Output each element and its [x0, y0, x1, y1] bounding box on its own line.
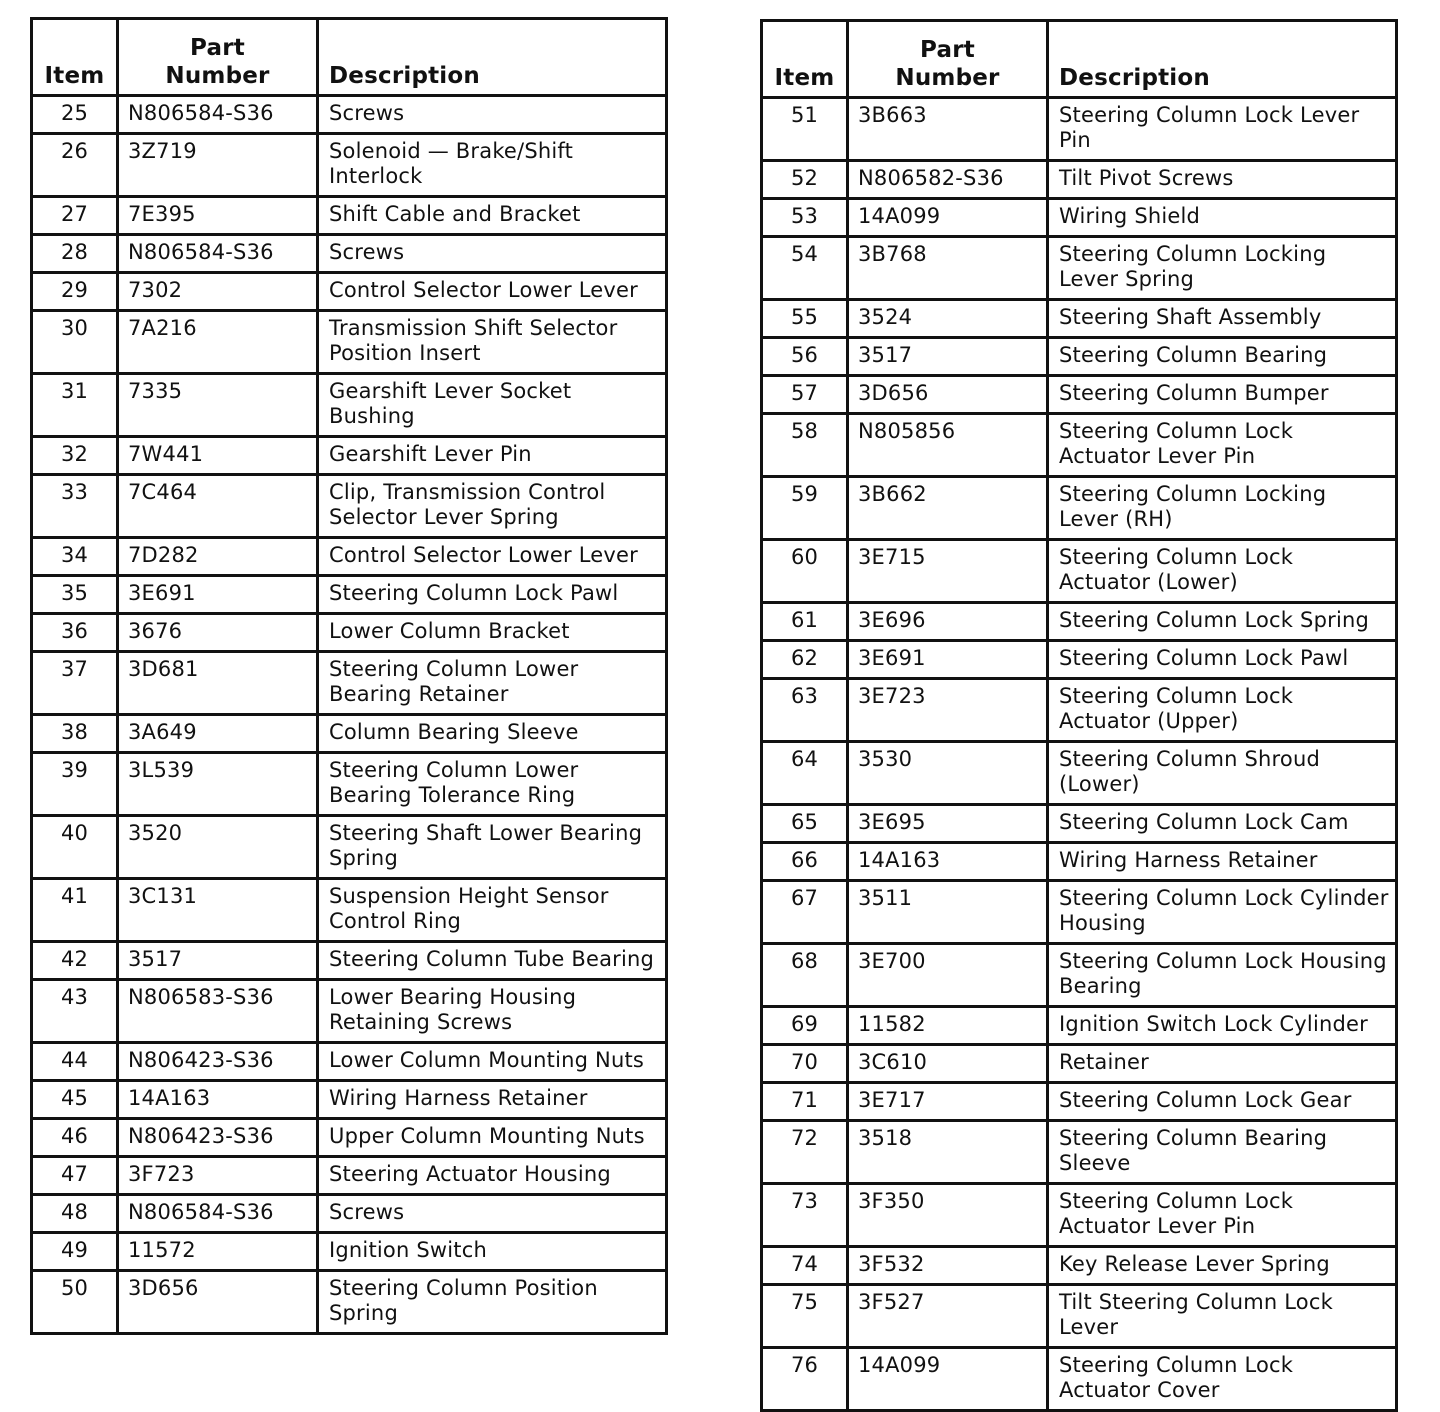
table-row	[32, 879, 667, 942]
table-row	[32, 475, 667, 538]
description-cell: Steering Column Lock Actuator Lever Pin	[1048, 414, 1397, 477]
table-row	[762, 805, 1397, 843]
table-row	[32, 437, 667, 475]
item-number-cell: 33	[32, 475, 118, 538]
description-cell: Retainer	[1048, 1045, 1397, 1083]
table-row	[32, 197, 667, 235]
item-number-cell: 51	[762, 98, 848, 161]
table-row	[762, 843, 1397, 881]
table-row	[32, 1271, 667, 1334]
part-number-cell: 3A649	[118, 715, 318, 753]
part-number-cell: 7D282	[118, 538, 318, 576]
description-cell: Steering Column Lower Bearing Tolerance Ring	[318, 753, 667, 816]
description-cell: Steering Shaft Assembly	[1048, 300, 1397, 338]
header-description: Description	[1048, 21, 1397, 98]
item-number-cell: 67	[762, 881, 848, 944]
part-number-cell: 7W441	[118, 437, 318, 475]
part-number-cell: 3B768	[848, 237, 1048, 300]
table-row	[32, 235, 667, 273]
part-number-cell: 3F723	[118, 1157, 318, 1195]
description-cell: Steering Column Lock Spring	[1048, 603, 1397, 641]
table-row	[32, 1081, 667, 1119]
item-number-cell: 47	[32, 1157, 118, 1195]
table-row	[762, 1285, 1397, 1348]
table-row	[762, 1121, 1397, 1184]
description-cell: Steering Column Lock Actuator (Lower)	[1048, 540, 1397, 603]
description-cell: Steering Column Lock Pawl	[1048, 641, 1397, 679]
table-row	[32, 273, 667, 311]
table-row	[32, 311, 667, 374]
header-item: Item	[32, 19, 118, 96]
item-number-cell: 62	[762, 641, 848, 679]
description-cell: Ignition Switch	[318, 1233, 667, 1271]
description-cell: Control Selector Lower Lever	[318, 538, 667, 576]
table-body-left	[32, 96, 667, 1334]
table-row	[32, 1195, 667, 1233]
description-cell: Lower Column Bracket	[318, 614, 667, 652]
table-row	[32, 1119, 667, 1157]
table-row	[762, 641, 1397, 679]
part-number-cell: 3511	[848, 881, 1048, 944]
description-cell: Lower Column Mounting Nuts	[318, 1043, 667, 1081]
description-cell: Suspension Height Sensor Control Ring	[318, 879, 667, 942]
part-number-cell: 3E715	[848, 540, 1048, 603]
description-cell: Tilt Steering Column Lock Lever	[1048, 1285, 1397, 1348]
part-number-cell: 3524	[848, 300, 1048, 338]
table-row	[32, 614, 667, 652]
table-row	[32, 980, 667, 1043]
item-number-cell: 52	[762, 161, 848, 199]
table-row	[762, 338, 1397, 376]
part-number-cell: 7E395	[118, 197, 318, 235]
table-row	[762, 742, 1397, 805]
table-row	[32, 96, 667, 134]
part-number-cell: 7C464	[118, 475, 318, 538]
part-number-cell: 3E691	[848, 641, 1048, 679]
item-number-cell: 71	[762, 1083, 848, 1121]
table-row	[762, 1045, 1397, 1083]
table-row	[762, 477, 1397, 540]
item-number-cell: 39	[32, 753, 118, 816]
part-number-cell: 3E695	[848, 805, 1048, 843]
part-number-cell: 11582	[848, 1007, 1048, 1045]
header-row	[762, 21, 1397, 98]
item-number-cell: 43	[32, 980, 118, 1043]
item-number-cell: 26	[32, 134, 118, 197]
parts-table-left	[30, 17, 668, 1335]
description-cell: Ignition Switch Lock Cylinder	[1048, 1007, 1397, 1045]
item-number-cell: 74	[762, 1247, 848, 1285]
item-number-cell: 64	[762, 742, 848, 805]
description-cell: Steering Column Tube Bearing	[318, 942, 667, 980]
description-cell: Steering Column Locking Lever Spring	[1048, 237, 1397, 300]
part-number-cell: N806582-S36	[848, 161, 1048, 199]
table-row	[32, 1043, 667, 1081]
item-number-cell: 37	[32, 652, 118, 715]
part-number-cell: 14A099	[848, 1348, 1048, 1411]
table-row	[32, 538, 667, 576]
table-row	[762, 376, 1397, 414]
part-number-cell: 3B662	[848, 477, 1048, 540]
part-number-cell: 7302	[118, 273, 318, 311]
part-number-cell: 14A163	[118, 1081, 318, 1119]
item-number-cell: 27	[32, 197, 118, 235]
item-number-cell: 58	[762, 414, 848, 477]
item-number-cell: 70	[762, 1045, 848, 1083]
table-row	[762, 1247, 1397, 1285]
description-cell: Steering Column Lock Cam	[1048, 805, 1397, 843]
item-number-cell: 73	[762, 1184, 848, 1247]
part-number-cell: N806584-S36	[118, 235, 318, 273]
part-number-cell: 3B663	[848, 98, 1048, 161]
table-body-right	[762, 98, 1397, 1411]
part-number-cell: 3520	[118, 816, 318, 879]
table-row	[762, 300, 1397, 338]
part-number-cell: N806423-S36	[118, 1119, 318, 1157]
description-cell: Wiring Shield	[1048, 199, 1397, 237]
table-row	[32, 374, 667, 437]
part-number-cell: 11572	[118, 1233, 318, 1271]
description-cell: Lower Bearing Housing Retaining Screws	[318, 980, 667, 1043]
table-row	[762, 1348, 1397, 1411]
part-number-cell: 14A099	[848, 199, 1048, 237]
part-number-cell: 3C131	[118, 879, 318, 942]
description-cell: Upper Column Mounting Nuts	[318, 1119, 667, 1157]
header-part-number: Part Number	[848, 21, 1048, 98]
part-number-cell: 3D656	[118, 1271, 318, 1334]
table-row	[762, 414, 1397, 477]
part-number-cell: 3F350	[848, 1184, 1048, 1247]
item-number-cell: 29	[32, 273, 118, 311]
header-description: Description	[318, 19, 667, 96]
description-cell: Steering Shaft Lower Bearing Spring	[318, 816, 667, 879]
item-number-cell: 61	[762, 603, 848, 641]
part-number-cell: 3E696	[848, 603, 1048, 641]
item-number-cell: 30	[32, 311, 118, 374]
item-number-cell: 65	[762, 805, 848, 843]
parts-table-right	[760, 19, 1398, 1412]
part-number-cell: 7A216	[118, 311, 318, 374]
part-number-cell: 3518	[848, 1121, 1048, 1184]
description-cell: Steering Column Locking Lever (RH)	[1048, 477, 1397, 540]
description-cell: Steering Column Bearing	[1048, 338, 1397, 376]
item-number-cell: 25	[32, 96, 118, 134]
item-number-cell: 42	[32, 942, 118, 980]
part-number-cell: 3F532	[848, 1247, 1048, 1285]
description-cell: Key Release Lever Spring	[1048, 1247, 1397, 1285]
description-cell: Steering Column Lock Actuator Lever Pin	[1048, 1184, 1397, 1247]
header-part-number: Part Number	[118, 19, 318, 96]
description-cell: Steering Column Lock Housing Bearing	[1048, 944, 1397, 1007]
part-number-cell: 3530	[848, 742, 1048, 805]
table-row	[762, 881, 1397, 944]
header-item: Item	[762, 21, 848, 98]
item-number-cell: 34	[32, 538, 118, 576]
item-number-cell: 60	[762, 540, 848, 603]
part-number-cell: N806584-S36	[118, 1195, 318, 1233]
part-number-cell: 7335	[118, 374, 318, 437]
item-number-cell: 48	[32, 1195, 118, 1233]
item-number-cell: 69	[762, 1007, 848, 1045]
table-row	[762, 98, 1397, 161]
description-cell: Tilt Pivot Screws	[1048, 161, 1397, 199]
item-number-cell: 56	[762, 338, 848, 376]
description-cell: Gearshift Lever Socket Bushing	[318, 374, 667, 437]
table-row	[32, 753, 667, 816]
description-cell: Steering Column Position Spring	[318, 1271, 667, 1334]
part-number-cell: 3E691	[118, 576, 318, 614]
table-row	[762, 540, 1397, 603]
table-row	[762, 679, 1397, 742]
table-row	[32, 652, 667, 715]
part-number-cell: N806583-S36	[118, 980, 318, 1043]
part-number-cell: 14A163	[848, 843, 1048, 881]
description-cell: Steering Column Lock Actuator (Upper)	[1048, 679, 1397, 742]
part-number-cell: 3D681	[118, 652, 318, 715]
item-number-cell: 44	[32, 1043, 118, 1081]
table-row	[32, 576, 667, 614]
description-cell: Steering Column Bearing Sleeve	[1048, 1121, 1397, 1184]
item-number-cell: 59	[762, 477, 848, 540]
description-cell: Solenoid — Brake/Shift Interlock	[318, 134, 667, 197]
item-number-cell: 72	[762, 1121, 848, 1184]
item-number-cell: 46	[32, 1119, 118, 1157]
table-row	[32, 715, 667, 753]
part-number-cell: 3Z719	[118, 134, 318, 197]
item-number-cell: 68	[762, 944, 848, 1007]
item-number-cell: 55	[762, 300, 848, 338]
description-cell: Steering Column Lock Lever Pin	[1048, 98, 1397, 161]
description-cell: Steering Column Lower Bearing Retainer	[318, 652, 667, 715]
item-number-cell: 40	[32, 816, 118, 879]
table-row	[762, 237, 1397, 300]
description-cell: Wiring Harness Retainer	[1048, 843, 1397, 881]
description-cell: Control Selector Lower Lever	[318, 273, 667, 311]
description-cell: Shift Cable and Bracket	[318, 197, 667, 235]
table-row	[762, 1083, 1397, 1121]
item-number-cell: 50	[32, 1271, 118, 1334]
table-row	[762, 161, 1397, 199]
table-row	[762, 944, 1397, 1007]
table-row	[762, 603, 1397, 641]
description-cell: Screws	[318, 96, 667, 134]
part-number-cell: 3C610	[848, 1045, 1048, 1083]
description-cell: Column Bearing Sleeve	[318, 715, 667, 753]
item-number-cell: 35	[32, 576, 118, 614]
part-number-cell: 3E723	[848, 679, 1048, 742]
table-row	[32, 942, 667, 980]
item-number-cell: 57	[762, 376, 848, 414]
description-cell: Transmission Shift Selector Position Insert	[318, 311, 667, 374]
description-cell: Wiring Harness Retainer	[318, 1081, 667, 1119]
description-cell: Steering Column Lock Cylinder Housing	[1048, 881, 1397, 944]
part-number-cell: 3676	[118, 614, 318, 652]
description-cell: Steering Column Lock Pawl	[318, 576, 667, 614]
part-number-cell: N805856	[848, 414, 1048, 477]
item-number-cell: 75	[762, 1285, 848, 1348]
table-row	[762, 1007, 1397, 1045]
description-cell: Clip, Transmission Control Selector Lever Spring	[318, 475, 667, 538]
part-number-cell: 3D656	[848, 376, 1048, 414]
part-number-cell: 3F527	[848, 1285, 1048, 1348]
item-number-cell: 66	[762, 843, 848, 881]
item-number-cell: 53	[762, 199, 848, 237]
item-number-cell: 38	[32, 715, 118, 753]
item-number-cell: 31	[32, 374, 118, 437]
item-number-cell: 32	[32, 437, 118, 475]
table-row	[32, 816, 667, 879]
part-number-cell: 3L539	[118, 753, 318, 816]
item-number-cell: 45	[32, 1081, 118, 1119]
description-cell: Screws	[318, 235, 667, 273]
table-row	[762, 1184, 1397, 1247]
table-row	[32, 1157, 667, 1195]
item-number-cell: 41	[32, 879, 118, 942]
table-row	[762, 199, 1397, 237]
description-cell: Steering Column Lock Gear	[1048, 1083, 1397, 1121]
header-row	[32, 19, 667, 96]
item-number-cell: 49	[32, 1233, 118, 1271]
item-number-cell: 28	[32, 235, 118, 273]
description-cell: Screws	[318, 1195, 667, 1233]
item-number-cell: 63	[762, 679, 848, 742]
item-number-cell: 54	[762, 237, 848, 300]
item-number-cell: 76	[762, 1348, 848, 1411]
item-number-cell: 36	[32, 614, 118, 652]
table-row	[32, 134, 667, 197]
part-number-cell: N806423-S36	[118, 1043, 318, 1081]
part-number-cell: 3517	[118, 942, 318, 980]
part-number-cell: 3E700	[848, 944, 1048, 1007]
description-cell: Steering Column Bumper	[1048, 376, 1397, 414]
description-cell: Gearshift Lever Pin	[318, 437, 667, 475]
part-number-cell: N806584-S36	[118, 96, 318, 134]
description-cell: Steering Column Lock Actuator Cover	[1048, 1348, 1397, 1411]
table-row	[32, 1233, 667, 1271]
part-number-cell: 3517	[848, 338, 1048, 376]
description-cell: Steering Actuator Housing	[318, 1157, 667, 1195]
part-number-cell: 3E717	[848, 1083, 1048, 1121]
description-cell: Steering Column Shroud (Lower)	[1048, 742, 1397, 805]
